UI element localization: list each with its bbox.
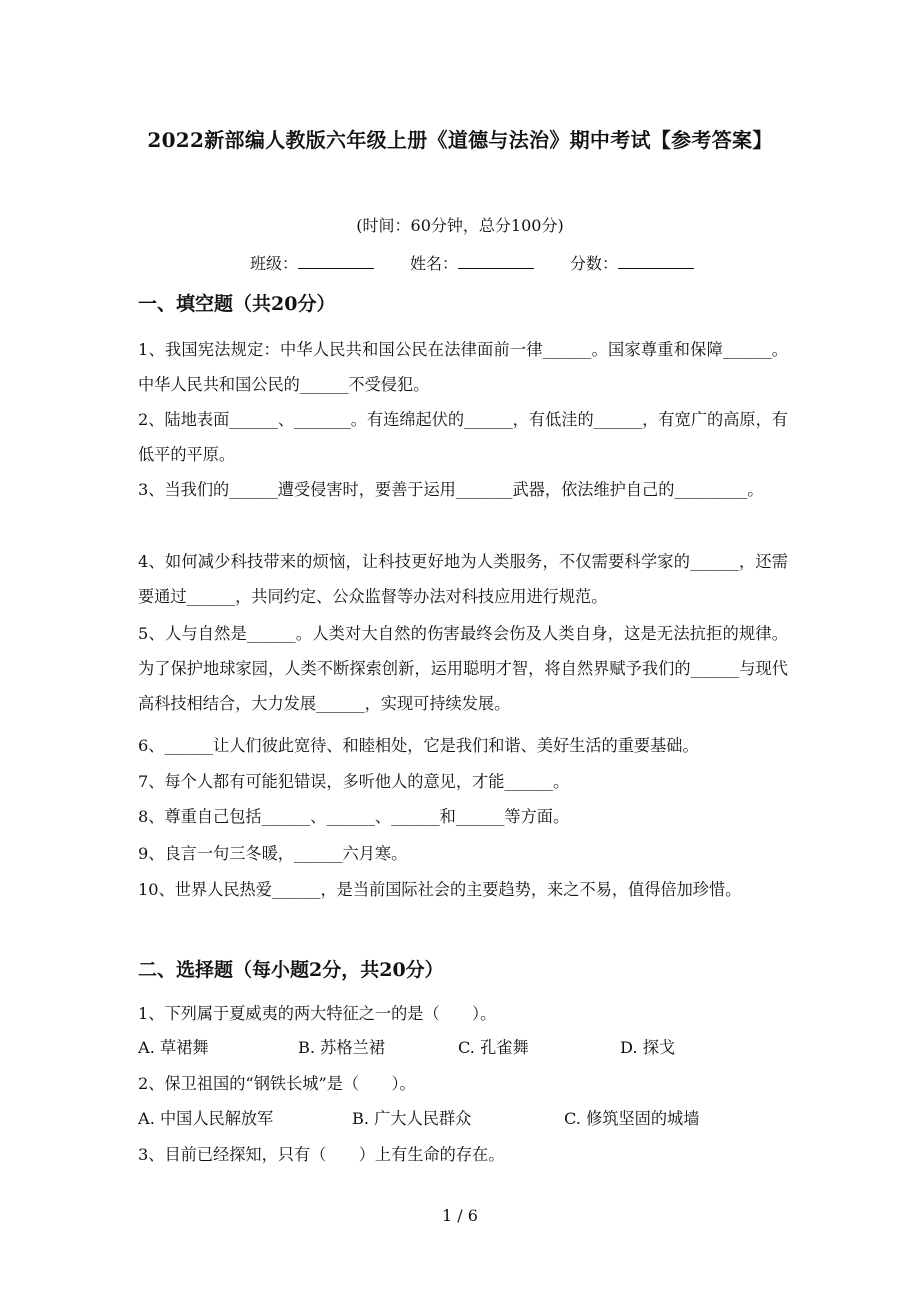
option-a: A. 草裙舞 — [138, 1038, 209, 1057]
section-fill-in-heading: 一、填空题（共20分） — [138, 293, 336, 315]
score-blank — [618, 252, 694, 269]
class-field — [250, 252, 374, 276]
class-blank — [298, 252, 374, 269]
fill-question-8: 8、尊重自己包括______、______、______和______等方面。 — [138, 807, 570, 826]
choice-question-1-options — [138, 1030, 675, 1065]
class-label: 班级： — [250, 254, 299, 273]
option-c: C. 孔雀舞 — [458, 1038, 529, 1057]
name-label: 姓名： — [410, 254, 459, 273]
exam-title: 2022新部编人教版六年级上册《道德与法治》期中考试【参考答案】 — [147, 128, 773, 152]
fill-question-2: 2、陆地表面______、_______。有连绵起伏的______，有低洼的______，有宽广的高原，有低平的平原。 — [138, 410, 788, 464]
fill-question-5: 5、人与自然是______。人类对大自然的伤害最终会伤及人类自身，这是无法抗拒的规律。为了保护地球家园，人类不断探索创新，运用聪明才智，将自然界赋予我们的______与现代高科技相结合，大力发展______，实现可持续发展。 — [138, 624, 788, 713]
fill-question-1: 1、我国宪法规定：中华人民共和国公民在法律面前一律______。国家尊重和保障______。中华人民共和国公民的______不受侵犯。 — [138, 340, 788, 394]
name-field — [410, 252, 534, 276]
exam-subtitle: (时间：60分钟，总分100分) — [356, 216, 564, 235]
option-a: A. 中国人民解放军 — [138, 1109, 274, 1128]
page-number: 1 / 6 — [442, 1206, 478, 1225]
fill-question-9: 9、良言一句三冬暖，______六月寒。 — [138, 844, 408, 863]
option-b: B. 广大人民群众 — [352, 1109, 472, 1128]
fill-question-10: 10、世界人民热爱______，是当前国际社会的主要趋势，来之不易，值得倍加珍惜。 — [138, 880, 742, 899]
score-field — [570, 252, 694, 276]
option-c: C. 修筑坚固的城墙 — [564, 1109, 700, 1128]
fill-question-6: 6、______让人们彼此宽待、和睦相处，它是我们和谐、美好生活的重要基础。 — [138, 736, 699, 755]
choice-question-1: 1、下列属于夏威夷的两大特征之一的是（ ）。 — [138, 1004, 497, 1023]
fill-question-7: 7、每个人都有可能犯错误，多听他人的意见，才能______。 — [138, 772, 570, 791]
section-choice-heading: 二、选择题（每小题2分，共20分） — [138, 959, 444, 981]
choice-question-2-options — [138, 1101, 699, 1136]
choice-question-3: 3、目前已经探知，只有（ ）上有生命的存在。 — [138, 1145, 505, 1164]
student-info-row — [250, 252, 730, 276]
choice-question-2: 2、保卫祖国的“钢铁长城”是（ ）。 — [138, 1074, 416, 1093]
score-label: 分数： — [570, 254, 619, 273]
fill-question-4: 4、如何减少科技带来的烦恼，让科技更好地为人类服务，不仅需要科学家的______，还需要通过______，共同约定、公众监督等办法对科技应用进行规范。 — [138, 552, 788, 606]
fill-question-3: 3、当我们的______遭受侵害时，要善于运用_______武器，依法维护自己的_________。 — [138, 480, 764, 499]
option-b: B. 苏格兰裙 — [298, 1038, 385, 1057]
name-blank — [458, 252, 534, 269]
option-d: D. 探戈 — [620, 1038, 676, 1057]
